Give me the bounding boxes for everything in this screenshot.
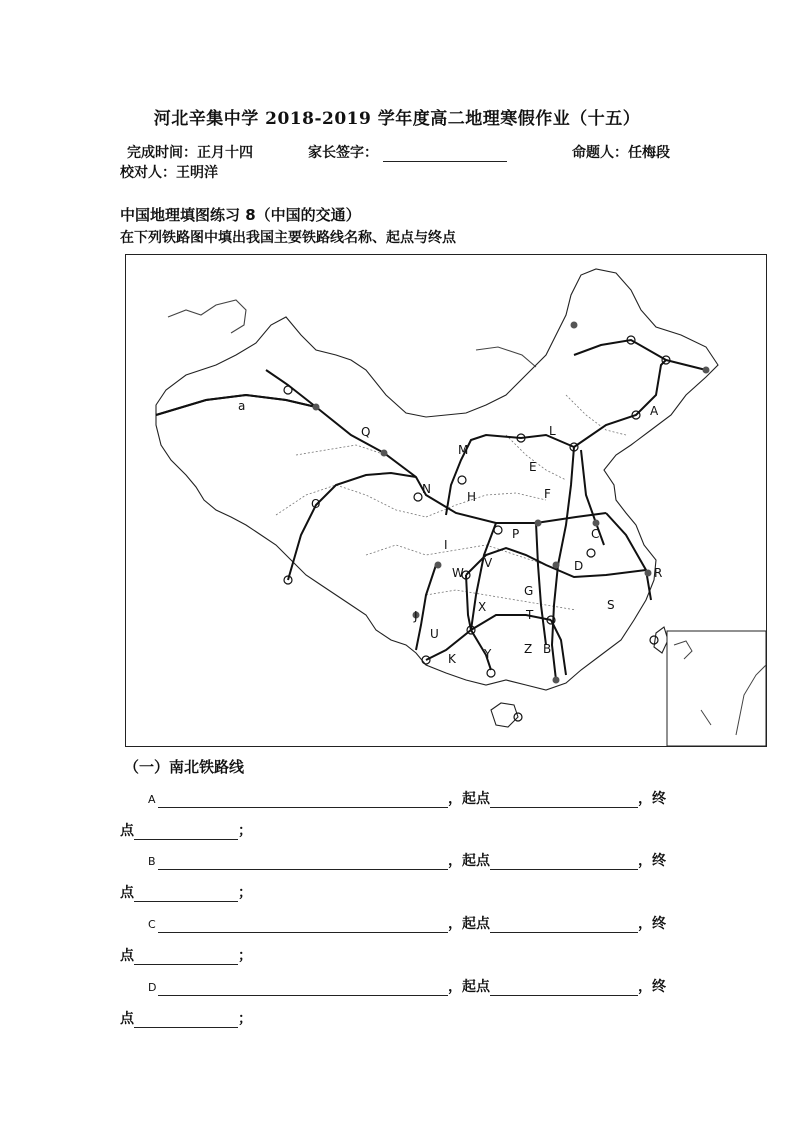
map-label: L xyxy=(549,424,556,438)
end-field[interactable] xyxy=(134,1013,238,1028)
start-field[interactable] xyxy=(490,918,638,933)
start-label: ，起点 xyxy=(448,916,490,932)
question-row-c-end xyxy=(120,945,252,965)
south-china-sea-inset xyxy=(667,631,766,746)
section-heading: （一）南北铁路线 xyxy=(124,758,245,776)
question-letter: B xyxy=(148,855,156,868)
start-field[interactable] xyxy=(490,855,638,870)
question-letter: D xyxy=(148,981,157,994)
question-row-b-end xyxy=(120,882,252,902)
map-label: H xyxy=(467,490,477,504)
map-label: T xyxy=(526,608,534,622)
map-label: E xyxy=(529,460,537,474)
map-label: W xyxy=(452,566,464,580)
parent-signature-field[interactable] xyxy=(383,147,507,162)
map-label: J xyxy=(414,609,418,623)
start-label: ，起点 xyxy=(448,853,490,869)
map-label: Y xyxy=(484,647,492,661)
end-punct: ； xyxy=(238,823,252,839)
map-label: X xyxy=(478,600,487,614)
line-name-field[interactable] xyxy=(158,981,448,996)
parent-signature-label: 家长签字： xyxy=(308,145,378,161)
map-label: P xyxy=(512,527,520,541)
map-label: O xyxy=(311,497,321,511)
question-row-d xyxy=(148,976,666,996)
question-row-d-end xyxy=(120,1008,252,1028)
stations xyxy=(284,322,710,722)
map-label: D xyxy=(574,559,584,573)
end-field[interactable] xyxy=(134,950,238,965)
line-name-field[interactable] xyxy=(158,918,448,933)
start-label: ，起点 xyxy=(448,791,490,807)
end-label: ，终 xyxy=(638,791,666,807)
page-title: 河北辛集中学 2018-2019 学年度高二地理寒假作业（十五） xyxy=(153,109,641,129)
map-label: S xyxy=(607,598,615,612)
map-label: V xyxy=(484,556,493,570)
end-label-cont: 点 xyxy=(120,823,134,839)
start-field[interactable] xyxy=(490,981,638,996)
railway-map xyxy=(125,254,767,747)
map-label: Z xyxy=(524,642,533,656)
start-field[interactable] xyxy=(490,793,638,808)
question-row-b xyxy=(148,850,666,870)
map-label: Q xyxy=(361,425,371,439)
question-row-a-end xyxy=(120,820,252,840)
end-label-cont: 点 xyxy=(120,948,134,964)
china-railway-map-svg xyxy=(126,255,766,746)
parent-signature xyxy=(308,142,507,162)
map-label: G xyxy=(524,584,534,598)
question-letter: A xyxy=(148,793,156,806)
end-field[interactable] xyxy=(134,887,238,902)
map-label: B xyxy=(543,642,552,656)
map-label: U xyxy=(430,627,439,641)
completion-time: 完成时间：正月十四 xyxy=(127,145,253,161)
map-label: R xyxy=(654,566,663,580)
end-label-cont: 点 xyxy=(120,885,134,901)
map-label: M xyxy=(458,443,469,457)
end-label-cont: 点 xyxy=(120,1011,134,1027)
exercise-title: 中国地理填图练习 8（中国的交通） xyxy=(120,206,361,224)
line-name-field[interactable] xyxy=(158,793,448,808)
author: 命题人：任梅段 xyxy=(572,145,670,161)
start-label: ，起点 xyxy=(448,979,490,995)
map-label: F xyxy=(544,487,551,501)
map-label: A xyxy=(650,404,659,418)
map-label: a xyxy=(238,399,246,413)
end-label: ，终 xyxy=(638,916,666,932)
map-label: C xyxy=(591,527,600,541)
map-label: I xyxy=(444,538,448,552)
end-field[interactable] xyxy=(134,825,238,840)
end-punct: ； xyxy=(238,1011,252,1027)
question-row-c xyxy=(148,913,666,933)
line-name-field[interactable] xyxy=(158,855,448,870)
exercise-instruction: 在下列铁路图中填出我国主要铁路线名称、起点与终点 xyxy=(120,230,456,246)
map-label: K xyxy=(448,652,456,666)
proofreader: 校对人：王明洋 xyxy=(120,165,218,181)
question-letter: C xyxy=(148,918,156,931)
end-punct: ； xyxy=(238,948,252,964)
end-label: ，终 xyxy=(638,853,666,869)
question-row-a xyxy=(148,788,666,808)
end-label: ，终 xyxy=(638,979,666,995)
end-punct: ； xyxy=(238,885,252,901)
map-label: N xyxy=(422,482,431,496)
